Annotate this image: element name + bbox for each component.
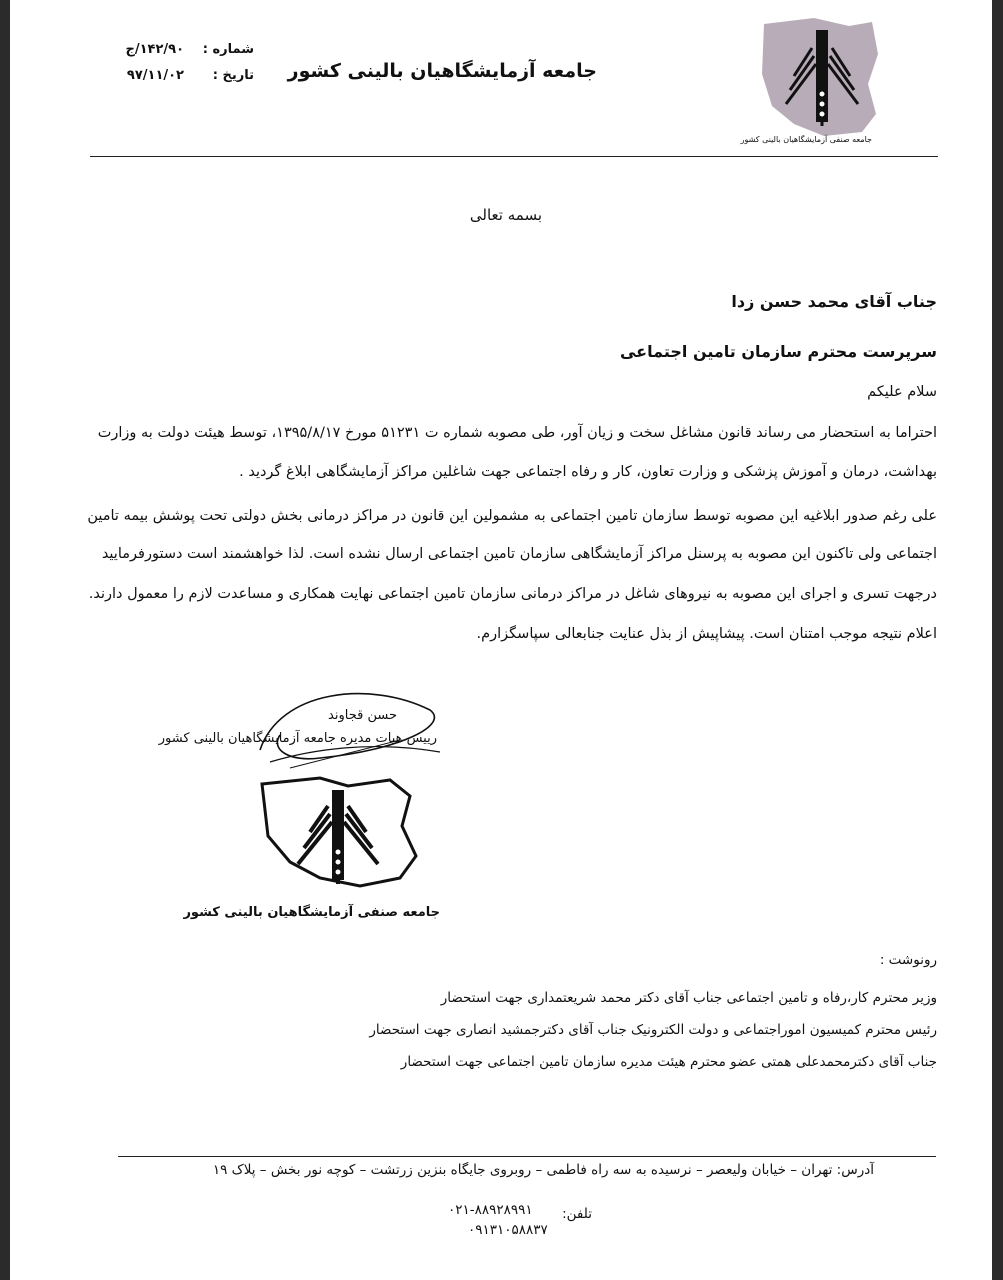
date-value: ۹۷/۱۱/۰۲ [126,68,184,83]
body-line: اجتماعی ولی تاکنون این مصوبه به پرسنل مراکز آزمایشگاهی سازمان تامین اجتماعی ارسال نشده است. لذا خواهشمند است دستورفرمایید [101,546,937,562]
phone-number-2: ۰۹۱۳۱۰۵۸۸۳۷ [468,1222,548,1238]
cc-item: جناب آقای دکترمحمدعلی همتی عضو محترم هیئت مدیره سازمان تامین اجتماعی جهت استحضار [400,1054,937,1070]
organization-logo-icon [740,14,884,154]
number-label: شماره : [202,42,254,57]
number-value: ۱۴۲/۹۰/ج [125,42,184,57]
header-divider [90,156,938,157]
body-line: درجهت تسری و اجرای این مصوبه به نیروهای شاغل در مراکز درمانی سازمان تامین اجتماعی نهایت همکاری و مساعدت لازم را معمول دارند. [88,586,937,602]
footer-divider [118,1156,936,1157]
signature-scribble [250,680,450,770]
recipient-title: سرپرست محترم سازمان تامین اجتماعی [619,342,937,361]
cc-label: رونوشت : [879,952,937,968]
body-line: اعلام نتیجه موجب امتنان است. پیشاپیش از بذل عنایت جنابعالی سپاسگزارم. [476,626,937,642]
recipient-name: جناب آقای محمد حسن زدا [731,292,937,311]
signer-name: حسن قجاوند [328,708,397,723]
phone-number-1: ۰۲۱-۸۸۹۲۸۹۹۱ [448,1202,533,1218]
phone-label: تلفن: [562,1206,592,1222]
opening-line: بسمه تعالی [469,206,542,224]
greeting: سلام علیکم [867,384,937,400]
body-line: بهداشت، درمان و آموزش پزشکی و وزارت تعاون، کار و رفاه اجتماعی جهت شاغلین مراکز آزمایشگاهی ابلاغ گردید . [239,464,937,480]
organization-title: جامعه آزمایشگاهیان بالینی کشور [287,60,597,82]
stamp-caption: جامعه صنفی آزمایشگاهیان بالینی کشور [183,905,440,920]
body-line: احتراما به استحضار می رساند قانون مشاغل سخت و زیان آور، طی مصوبه شماره ت ۵۱۲۳۱ مورخ ۱۳۹۵/۸/۱۷، توسط هیئت دولت به وزارت [97,425,937,441]
footer-address: آدرس: تهران – خیابان ولیعصر – نرسیده به سه راه فاطمی – روبروی جایگاه بنزین زرتشت – کوچه نور بخش – پلاک ۱۹ [212,1162,874,1178]
logo-caption: جامعه صنفی آزمایشگاهیان بالینی کشور [740,135,872,144]
organization-stamp-icon [183,766,470,926]
date-label: تاریخ : [212,68,254,83]
letter-page [10,0,992,1280]
cc-item: رئیس محترم کمیسیون اموراجتماعی و دولت الکترونیک جناب آقای دکترجمشید انصاری جهت استحضار [369,1022,937,1038]
body-line: علی رغم صدور ابلاغیه این مصوبه توسط سازمان تامین اجتماعی به مشمولین این قانون در مراکز درمانی بخش دولتی تحت پوشش بیمه تامین [87,508,937,524]
signer-title: رییس هیات مدیره جامعه آزمایشگاهیان بالینی کشور [158,731,437,746]
cc-item: وزیر محترم کار،رفاه و تامین اجتماعی جناب آقای دکتر محمد شریعتمداری جهت استحضار [440,990,937,1006]
